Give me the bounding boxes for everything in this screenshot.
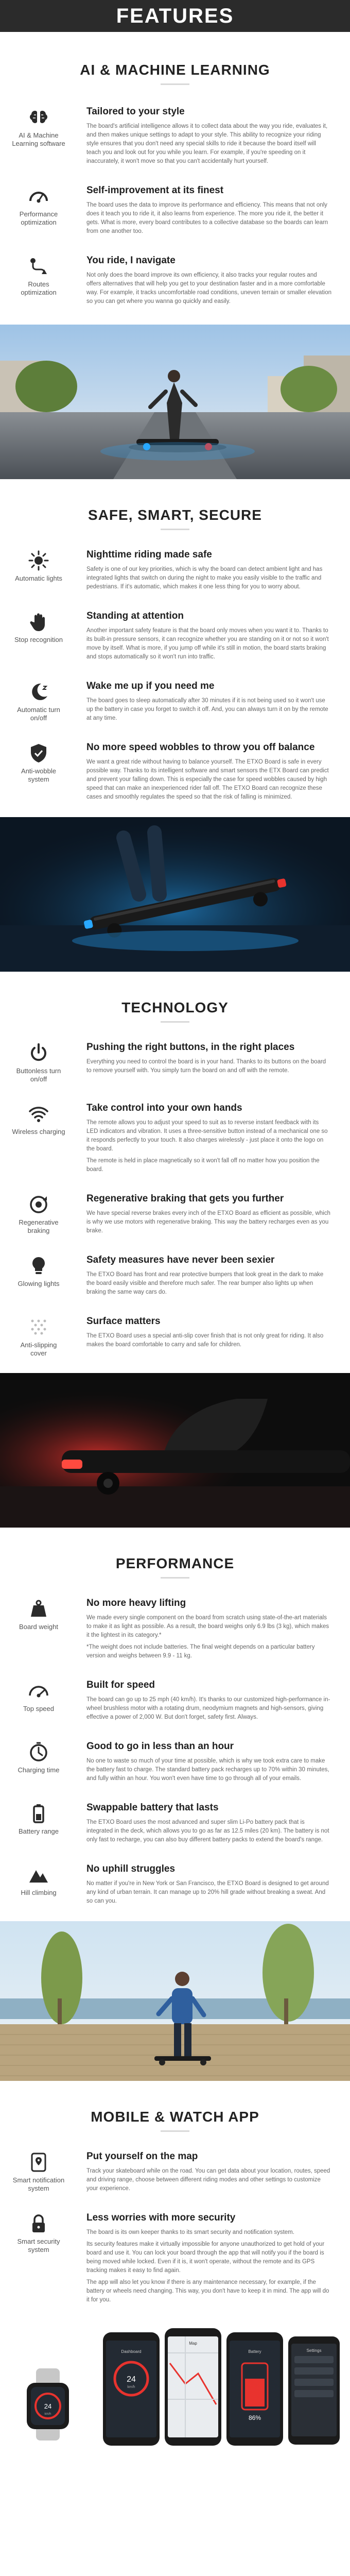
feature-icon-label: Stop recognition [14, 636, 63, 643]
section-title-app: MOBILE & WATCH APP [91, 2109, 259, 2125]
feature-paragraph: The board can go up to 25 mph (40 km/h). It's thanks to our customized high-performance in-wheel brushless motor with a rotating drum, neodymium magnets and high-sensors, giving effective a power of 2,000 W. But don't forget, safety first. Always. [86, 1697, 330, 1720]
section-divider [161, 529, 189, 530]
feature-nighttime [0, 549, 350, 591]
feature-navigate [0, 255, 350, 306]
feature-hill [0, 1863, 350, 1906]
feature-body [86, 1058, 331, 1075]
feature-title: Pushing the right buttons, in the right places [86, 1042, 295, 1053]
feature-icon-label: Regenerative braking [19, 1218, 59, 1234]
feature-self-improvement [0, 184, 350, 236]
feature-regen [0, 1193, 350, 1235]
feature-paragraph: Another important safety feature is that the board only moves when you want it to. Thanks to its built-in pressure sensors, it can recognize whether you are standing on it or not so it won't move by itself. What is more, if you jump off while it's still in motion, the board starts braking and stops automatically so it won't run into traffic. [86, 628, 329, 660]
feature-anti-wobble [0, 741, 350, 802]
feature-body [86, 271, 331, 306]
feature-title: Tailored to your style [86, 106, 185, 117]
feature-paragraph: The board goes to sleep automatically after 30 minutes if it is not being used so it won't use up the battery in case you forget to switch it off. And, you can always turn it on by the remote at any time. [86, 698, 328, 721]
features-banner [0, 0, 350, 32]
feature-standing [0, 610, 350, 662]
feature-paragraph: Safety is one of our key priorities, which is why the board can detect ambient light and has integrated lights that switch on during the night to make you easily visible to the traffic and pedestrians. If it's automatic, which makes it one less thing for you to worry about. [86, 566, 323, 590]
feature-body [86, 122, 331, 166]
watch-value: 24 [44, 2402, 52, 2410]
feature-body [86, 758, 331, 802]
feature-icon-label: Automatic turn on/off [17, 706, 60, 722]
feature-battery [0, 1802, 350, 1844]
feature-paragraph: We made every single component on the board from scratch using state-of-the-art materials to make it as light as possible. As a result, the board weighs only 6.9 lbs (3 kg), which makes it the lightest in its category.* [86, 1615, 329, 1638]
feature-title: No uphill struggles [86, 1863, 176, 1874]
feature-paragraph: No matter if you're in New York or San Francisco, the ETXO Board is designed to get around any kind of urban terrain. It can manage up to 20% hill grade without breaking a sweat. And so can you. [86, 1880, 329, 1904]
feature-speed [0, 1679, 350, 1722]
feature-title: Put yourself on the map [86, 2151, 198, 2162]
feature-paragraph: The ETXO Board uses a special anti-slip cover finish that is not only great for riding. It also makes the board comfortable to carry and safe for children. [86, 1333, 324, 1348]
feature-icon-label: Anti-slipping cover [20, 1341, 57, 1357]
battery-icon [25, 1802, 52, 1825]
feature-paragraph: We have special reverse brakes every inch of the ETXO Board as efficient as possible, which is why we use motors with regenerative braking. This way the battery recharges even as you brake. [86, 1210, 330, 1234]
phone-1-unit: km/h [127, 2385, 135, 2389]
mountain-icon [25, 1863, 52, 1887]
feature-safety-measures [0, 1254, 350, 1297]
feature-title: Take control into your own hands [86, 1103, 242, 1113]
phone-mockup-2 [165, 2328, 221, 2446]
feature-icon-label: Top speed [23, 1705, 54, 1713]
feature-body [86, 1118, 331, 1174]
performance-gauge-icon [25, 184, 52, 208]
section-title-performance: PERFORMANCE [115, 1555, 235, 1571]
photo-board-night [0, 817, 350, 972]
feature-body [86, 1270, 331, 1297]
feature-control [0, 1102, 350, 1174]
weight-icon [25, 1597, 52, 1621]
phone-3-title: Battery [248, 2349, 261, 2354]
photo-rider-boardwalk [0, 1921, 350, 2081]
feature-paragraph: *The weight does not include batteries. The final weight depends on a particular battery version and weighs between 9.9 - 11 kg. [86, 1644, 315, 1659]
regen-brake-icon [25, 1193, 52, 1216]
speedometer-icon [25, 1679, 52, 1703]
section-title-safety: SAFE, SMART, SECURE [88, 507, 262, 523]
lock-icon [25, 2212, 52, 2235]
feature-title: Standing at attention [86, 611, 184, 621]
feature-title: Safety measures have never been sexier [86, 1255, 275, 1265]
feature-body [86, 1614, 331, 1660]
phone-mockup-3 [226, 2332, 283, 2446]
feature-paragraph: The app will also let you know if there is any maintenance necessary, for example, if the battery or wheels need changing. This way, you don't have to keep it in mind. The app will do it for you. [86, 2279, 329, 2303]
feature-icon-label: Performance optimization [19, 210, 58, 226]
feature-paragraph: We want a great ride without having to balance yourself. The ETXO Board is safe in every possible way. Thanks to its intelligent software and smart sensors the ETX Board can predict and prevent your falling down. This is especially the case for speed wobbles caused by high speed that can make an inexperienced rider fall off. The ETXO Board can recognize these cases and smoothly regulates the speed so that the risk of falling is minimized. [86, 759, 329, 800]
moon-icon [25, 680, 52, 704]
section-title-ai: AI & MACHINE LEARNING [80, 62, 270, 78]
feature-body [86, 1696, 331, 1722]
section-divider [161, 1577, 189, 1579]
feature-paragraph: No one to waste so much of your time at possible, which is why we took extra care to make the battery fast to charge. The standard battery pack recharges up to 70% within 30 minutes, and fully within an hour. You won't even have time to go through all of your emails. [86, 1758, 329, 1782]
feature-paragraph: The ETXO Board uses the most advanced and super slim Li-Po battery pack that is integrated in the deck, which allows you to go as far as 12.5 miles (20 km). The battery is not only fast to recharge, you can also buy different battery packs to extend the board's range. [86, 1819, 329, 1843]
phone-1-title: Dashboard [121, 2349, 142, 2354]
feature-body [86, 1818, 331, 1844]
grip-surface-icon [25, 1315, 52, 1339]
shield-icon [25, 741, 52, 765]
phone-3-value: 86% [248, 2414, 261, 2421]
feature-icon-label: Anti-wobble system [21, 767, 56, 783]
feature-title: Less worries with more security [86, 2212, 236, 2223]
feature-title: Nighttime riding made safe [86, 549, 212, 560]
feature-buttons [0, 1041, 350, 1083]
charging-clock-icon [25, 1740, 52, 1764]
section-title-technology: TECHNOLOGY [121, 999, 229, 1015]
glowing-light-icon [25, 1254, 52, 1278]
feature-wake [0, 680, 350, 723]
app-screens-showcase [0, 2322, 350, 2461]
phone-mockup-1 [103, 2332, 160, 2446]
feature-title: Wake me up if you need me [86, 681, 215, 691]
feature-title: Self-improvement at its finest [86, 185, 224, 196]
brain-icon [25, 106, 52, 129]
feature-surface [0, 1315, 350, 1358]
feature-map [0, 2150, 350, 2193]
photo-board-closeup [0, 1373, 350, 1528]
feature-title: Surface matters [86, 1316, 161, 1327]
feature-body [86, 626, 331, 662]
feature-icon-label: Smart security system [17, 2238, 60, 2253]
feature-body [86, 2167, 331, 2193]
feature-title: No more heavy lifting [86, 1598, 186, 1608]
stop-hand-icon [25, 610, 52, 634]
feature-paragraph: The board is its own keeper thanks to its smart security and notification system. [86, 2229, 294, 2235]
feature-icon-label: Buttonless turn on/off [16, 1067, 61, 1083]
power-icon [25, 1041, 52, 1065]
feature-body [86, 565, 331, 591]
section-divider [161, 1021, 189, 1023]
feature-weight [0, 1597, 350, 1660]
feature-body [86, 2228, 331, 2304]
watch-unit: km/h [44, 2413, 51, 2416]
feature-paragraph: Everything you need to control the board is in your hand. Thanks to its buttons on the board to remove yourself with. You simply turn the board on and off with the remote. [86, 1059, 326, 1074]
phone-1-value: 24 [127, 2375, 136, 2384]
feature-title: Good to go in less than an hour [86, 1741, 234, 1752]
feature-title: Built for speed [86, 1680, 155, 1690]
phone-2-title: Map [189, 2341, 197, 2346]
feature-paragraph: The board's artificial intelligence allows it to collect data about the way you ride, evaluates it, and then makes unique settings to adapt to your style. This ability to recognize your riding style ensures that you don't need any special skills to ride it because the board itself will teach you and look out for you while you learn. For example, if you're speeding on it inaccurately, it won't move so that you can't accidentally hurt yourself. [86, 123, 328, 164]
feature-tailored [0, 106, 350, 166]
section-divider [161, 83, 189, 85]
phone-4-title: Settings [306, 2348, 322, 2353]
feature-icon-label: Smart notification system [12, 2176, 65, 2192]
feature-icon-label: Automatic lights [15, 574, 62, 582]
feature-body [86, 1879, 331, 1906]
feature-paragraph: Track your skateboard while on the road. You can get data about your location, routes, speed and driving range, choose between different riding modes and other settings to customize your experience. [86, 2168, 330, 2192]
feature-paragraph: Its security features make it virtually impossible for anyone unauthorized to get hold of your board and use it. You can lock your board through the app that will notify you if the board is being moved while locked. Even if it is, it won't operate, without the remote and its GPS tracking makes it easy to find again. [86, 2241, 325, 2274]
feature-icon-label: Hill climbing [21, 1889, 57, 1896]
feature-icon-label: Charging time [18, 1766, 60, 1774]
feature-title: No more speed wobbles to throw you off balance [86, 742, 315, 753]
photo-street-riding [0, 325, 350, 479]
wireless-icon [25, 1102, 52, 1126]
feature-icon-label: Battery range [18, 1827, 59, 1835]
map-pin-icon [25, 2150, 52, 2174]
feature-paragraph: The ETXO Board has front and rear protective bumpers that look great in the dark to make the board easily visible and therefore much safer. The rear bumper also lights up when braking the same way cars do. [86, 1272, 324, 1295]
banner-title: FEATURES [116, 4, 234, 27]
feature-paragraph: Not only does the board improve its own efficiency, it also tracks your regular routes and offers alternatives that will help you get to your destination faster and in a more comfortable way. For example, it tracks uncomfortable road conditions, uneven terrain or smaller elevation so you can get where you wanna go quickly and easily. [86, 272, 331, 304]
feature-paragraph: The board uses the data to improve its performance and efficiency. This means that not only does it teach you to ride it, it also learns from experience. The more you ride it, the better it gets. What is more, every board contributes to a collective database so the boards can learn from one another too. [86, 202, 328, 234]
feature-body [86, 697, 331, 723]
feature-icon-label: Glowing lights [18, 1280, 60, 1287]
feature-security [0, 2212, 350, 2304]
feature-paragraph: The remote allows you to adjust your speed to suit as to reverse instant feedback with its LED indicators and vibration. It uses a three-sensitive button instead of a mechanical one so it responds perfectly to your touch. It also charges wirelessly - just place it onto the logo on the board. [86, 1120, 328, 1152]
page-bottom-spacer [0, 2461, 350, 2482]
feature-paragraph: The remote is held in place magnetically so it won't fall off no matter how you position the board. [86, 1158, 320, 1173]
feature-body [86, 1209, 331, 1235]
feature-icon-label: AI & Machine Learning software [12, 131, 65, 147]
feature-icon-label: Routes optimization [21, 280, 57, 296]
feature-body [86, 1757, 331, 1783]
feature-icon-label: Board weight [19, 1623, 58, 1631]
feature-title: Regenerative braking that gets you further [86, 1193, 284, 1204]
section-divider [161, 2130, 189, 2132]
feature-icon-label: Wireless charging [12, 1128, 65, 1136]
feature-title: Swappable battery that lasts [86, 1802, 219, 1813]
route-icon [25, 255, 52, 278]
feature-title: You ride, I navigate [86, 255, 176, 266]
feature-body [86, 1332, 331, 1349]
phone-mockup-4 [288, 2336, 340, 2445]
feature-body [86, 201, 331, 236]
sun-icon [25, 549, 52, 572]
feature-charging [0, 1740, 350, 1783]
